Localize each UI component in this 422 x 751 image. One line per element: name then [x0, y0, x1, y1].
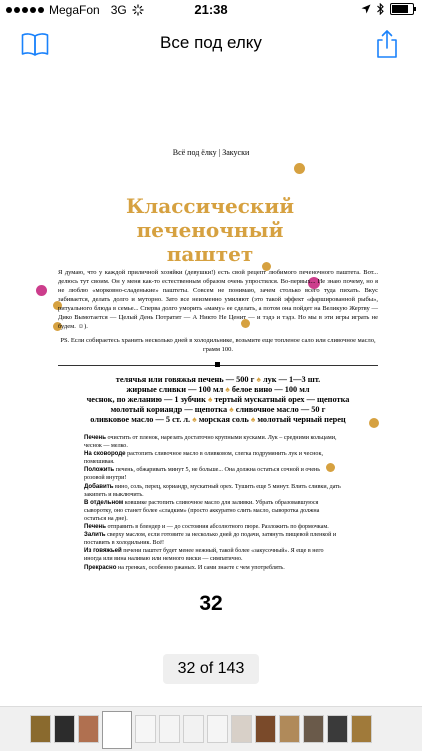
- step-lead: Печень: [84, 523, 106, 531]
- ps-note: PS. Если собираетесь хранить несколько дней в холодильнике, возьмите еще топленое сало или сливочное масло, грамм 100.: [60, 337, 376, 353]
- step-text: сверху маслом, если готовите за несколько дней до подачи, затянуть пищевой пленкой и поставить в холодильник. Всё!: [84, 532, 337, 547]
- section-header: Всё под ёлку | Закуски: [172, 148, 250, 157]
- ingredient-row: [48, 375, 388, 385]
- ingredient-row: [48, 395, 388, 405]
- navigation-bar: [0, 20, 422, 67]
- decor-dot: [36, 285, 47, 296]
- step-text: вино, соль, перец, кориандр, мускатный орех. Тушить еще 5 минут. Влить сливки, дать закипеть и выключить.: [84, 483, 341, 498]
- page-thumbnail[interactable]: [54, 715, 75, 743]
- page-thumbnail[interactable]: [30, 715, 51, 743]
- step-text: печень, обжаривать минут 5, не больше... Она должна остаться сочной и очень розовой внутри!: [84, 467, 321, 482]
- step-lead: Прекрасно: [84, 563, 117, 571]
- clock: 21:38: [194, 2, 228, 17]
- step-lead: Положить: [84, 466, 115, 474]
- instruction-step: [84, 499, 342, 523]
- instruction-step: [84, 547, 342, 563]
- step-lead: Из говяжьей: [84, 547, 122, 555]
- ingredient: лук — 1—3 шт.: [263, 375, 321, 384]
- page-thumbnail[interactable]: [255, 715, 276, 743]
- location-arrow-icon: [361, 4, 371, 14]
- instruction-step: [84, 466, 342, 482]
- page-thumbnail-current[interactable]: [102, 711, 132, 749]
- page-thumbnail[interactable]: [183, 715, 204, 743]
- battery-icon: [390, 3, 414, 15]
- step-text: печени паштет будет менее нежный, такой более «закусочный». Я еще в него иногда или вина наливаю или немного виски — симпатично.: [84, 548, 324, 563]
- page-thumbnail[interactable]: [207, 715, 228, 743]
- share-icon: [372, 29, 402, 59]
- step-text: растопить сливочное масло в оливковом, слегка подрумянить лук и чеснок, помешивая.: [84, 451, 323, 466]
- instruction-step: [84, 450, 342, 466]
- ingredient: тертый мускатный орех — щепотка: [214, 395, 350, 404]
- intro-paragraph: Я думаю, что у каждой приличной хозяйки (девушки!) есть свой рецепт любимого печеночного паштета. Вот... делюсь тут своим. Он у меня как-то естественным образом очень упростился. Во-первых... Не знаю почему, но я не люблю «морковно-сладенькие» паштеты. Совсем не понимаю, зачем столько всего туда пихать. Вкус забивается, делать долго и муторно. Зато все неизменно умиляют (это такой эффект «фаршированной рыбы», ритуального блюда в семье... Сперва долго уморить «маму» ее сделать, а потом она пойдет на Великую Жертву — Дико Вымотается — Целый День Потратит — А Никто Не Ценит — и тэдэ и тэдэ. Но мы в эти игры играть не будем. ☺).: [58, 269, 378, 330]
- ingredient-row: [48, 385, 388, 395]
- step-lead: Залить: [84, 531, 106, 539]
- page-thumbnail[interactable]: [231, 715, 252, 743]
- recipe-title-line: печеночный: [136, 218, 284, 242]
- nav-title: Все под елку: [160, 33, 262, 52]
- leaf-bullet-icon: ♠: [229, 405, 234, 414]
- ingredient: молотый кориандр — щепотка: [110, 405, 228, 414]
- decor-dot: [294, 163, 305, 174]
- book-page-number: 32: [199, 592, 223, 615]
- step-lead: В отдельном: [84, 498, 124, 506]
- ingredient: оливковое масло — 5 ст. л.: [90, 415, 191, 424]
- step-lead: Печень: [84, 434, 106, 441]
- step-text: ковшике растопить сливочное масло для заливки. Убрать образовавшуюся сыворотку, оно станет более «сладким» (просто аккуратно слить масло, сыворотка должна остаться на дне).: [84, 499, 320, 522]
- step-lead: На сковороде: [84, 450, 126, 458]
- instruction-step: [84, 434, 342, 450]
- carrier-label: MegaFon: [49, 3, 100, 17]
- instruction-step: [84, 523, 342, 531]
- step-lead: Добавить: [84, 482, 114, 490]
- ingredient-row: [48, 415, 388, 425]
- recipe-title-line: Классический: [125, 194, 295, 218]
- instruction-step: [84, 483, 342, 499]
- recipe-title-line: паштет: [166, 242, 254, 266]
- status-right: [361, 3, 414, 15]
- leaf-bullet-icon: ♠: [256, 375, 261, 384]
- leaf-bullet-icon: ♠: [250, 415, 256, 424]
- ingredient: сливочное масло — 50 г: [235, 405, 326, 414]
- instructions: [84, 434, 342, 572]
- instruction-step: [84, 531, 342, 547]
- ingredient-row: [48, 405, 388, 415]
- instruction-step: [84, 564, 342, 572]
- divider-marker: [215, 362, 220, 367]
- recipe-title: [90, 194, 330, 266]
- ingredient: чеснок, по желанию — 1 зубчик: [86, 395, 206, 404]
- leaf-bullet-icon: ♠: [225, 385, 230, 394]
- ingredients-list: [48, 375, 388, 425]
- ingredient: молотый черный перец: [257, 415, 346, 424]
- ingredient: телячья или говяжья печень — 500 г: [115, 375, 255, 384]
- page-indicator: 32 of 143: [163, 654, 259, 684]
- thumbnail-strip[interactable]: [0, 706, 422, 751]
- status-bar: [0, 0, 422, 20]
- share-button[interactable]: [372, 29, 402, 59]
- page-thumbnail[interactable]: [159, 715, 180, 743]
- leaf-bullet-icon: ♠: [192, 415, 197, 424]
- ingredient: морская соль: [198, 415, 249, 424]
- page-thumbnail[interactable]: [78, 715, 99, 743]
- ingredient: жирные сливки — 100 мл: [126, 385, 224, 394]
- page-thumbnail[interactable]: [279, 715, 300, 743]
- ingredient: белое вино — 100 мл: [231, 385, 310, 394]
- page-thumbnail[interactable]: [303, 715, 324, 743]
- step-text: на гренках, особенно ржаных. И сами знаете с чем употреблять.: [116, 564, 285, 571]
- step-text: очистить от пленок, нарезать достаточно крупными кусками. Лук – средними кольцами, чеснок — мелко.: [84, 435, 337, 450]
- network-type-label: 3G: [110, 3, 127, 17]
- leaf-bullet-icon: ♠: [207, 395, 213, 404]
- page-thumbnail[interactable]: [327, 715, 348, 743]
- bluetooth-icon: [377, 3, 384, 15]
- step-text: отправить в блендер и — до состояния абсолютного пюре. Разложить по формочкам.: [105, 524, 329, 531]
- page-thumbnail[interactable]: [351, 715, 372, 743]
- page-thumbnail[interactable]: [135, 715, 156, 743]
- book-page[interactable]: [0, 66, 422, 706]
